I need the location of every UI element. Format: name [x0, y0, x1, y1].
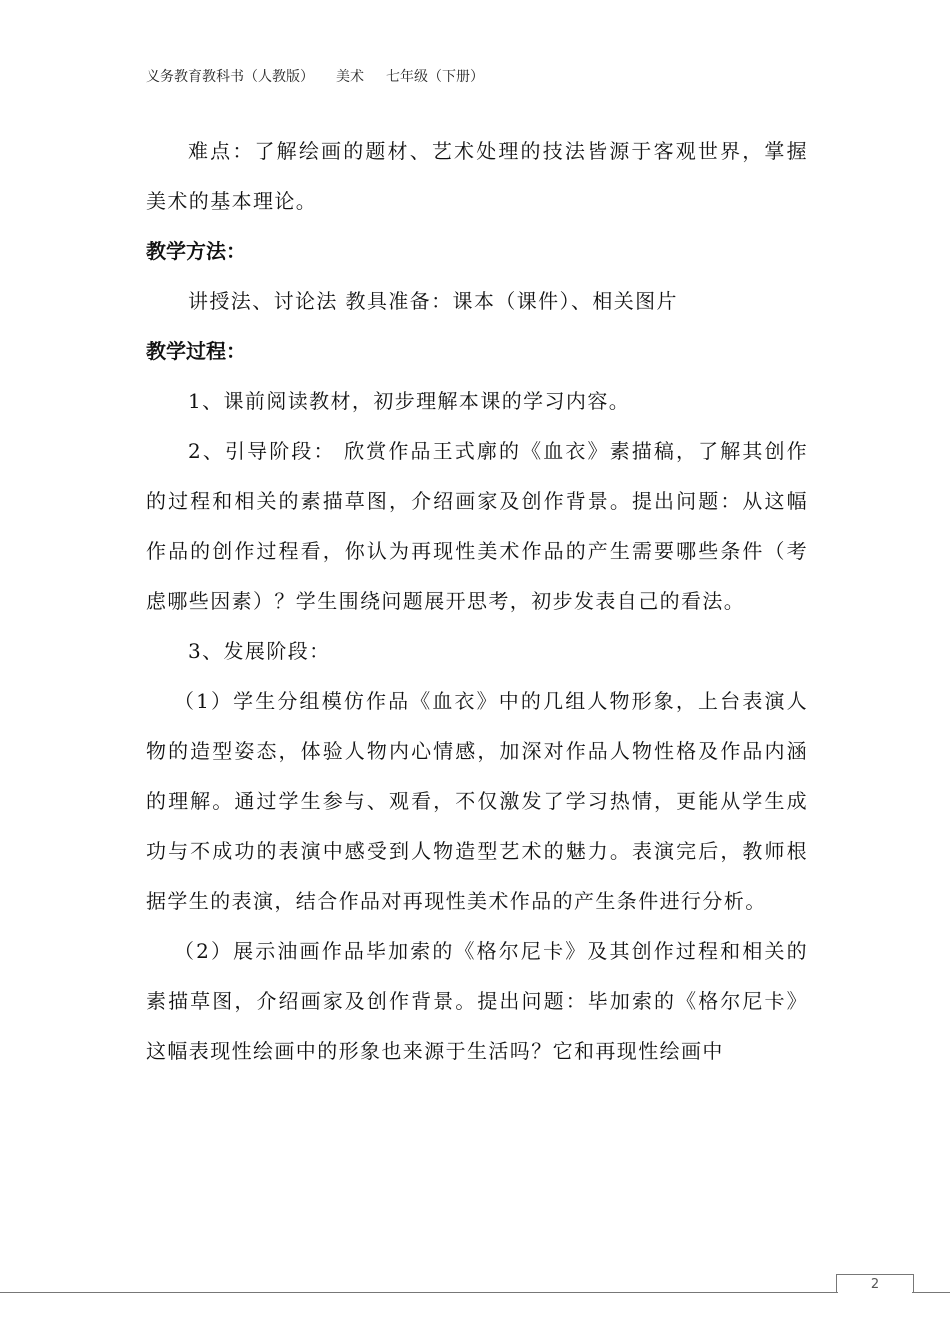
page-number: 2: [836, 1274, 914, 1293]
header-book-title: 义务教育教科书（人教版）: [146, 69, 314, 85]
process-heading: 教学过程：: [146, 339, 246, 363]
step-2-paragraph: 2、引导阶段： 欣赏作品王式廓的《血衣》素描稿，了解其创作的过程和相关的素描草图，介绍画家及创作背景。提出问题：从这幅作品的创作过程看，你认为再现性美术作品的产生需要哪些条件（考虑哪些因素）？学生围绕问题展开思考，初步发表自己的看法。: [146, 439, 808, 613]
methods-heading: 教学方法：: [146, 239, 246, 263]
step-3-1-paragraph: （1）学生分组模仿作品《血衣》中的几组人物形象，上台表演人物的造型姿态，体验人物内心情感，加深对作品人物性格及作品内涵的理解。通过学生参与、观看，不仅激发了学习热情，更能从学生成功与不成功的表演中感受到人物造型艺术的魅力。表演完后，教师根据学生的表演，结合作品对再现性美术作品的产生条件进行分析。: [146, 689, 808, 913]
step-3-paragraph: 3、发展阶段：: [188, 639, 331, 663]
step-1-paragraph: 1、课前阅读教材，初步理解本课的学习内容。: [188, 389, 631, 413]
methods-paragraph: 讲授法、讨论法 教具准备：课本（课件）、相关图片: [188, 289, 678, 313]
difficulty-paragraph: 难点：了解绘画的题材、艺术处理的技法皆源于客观世界，掌握美术的基本理论。: [146, 139, 808, 213]
footer-divider: [0, 1292, 838, 1293]
header-subject: 美术: [336, 69, 364, 85]
document-body: [146, 126, 808, 1076]
page-header: [146, 66, 506, 86]
header-grade: 七年级（下册）: [386, 69, 484, 85]
footer-divider-tail: [912, 1292, 950, 1293]
step-3-2-paragraph: （2）展示油画作品毕加索的《格尔尼卡》及其创作过程和相关的素描草图，介绍画家及创作背景。提出问题：毕加索的《格尔尼卡》这幅表现性绘画中的形象也来源于生活吗？它和再现性绘画中: [146, 939, 808, 1063]
